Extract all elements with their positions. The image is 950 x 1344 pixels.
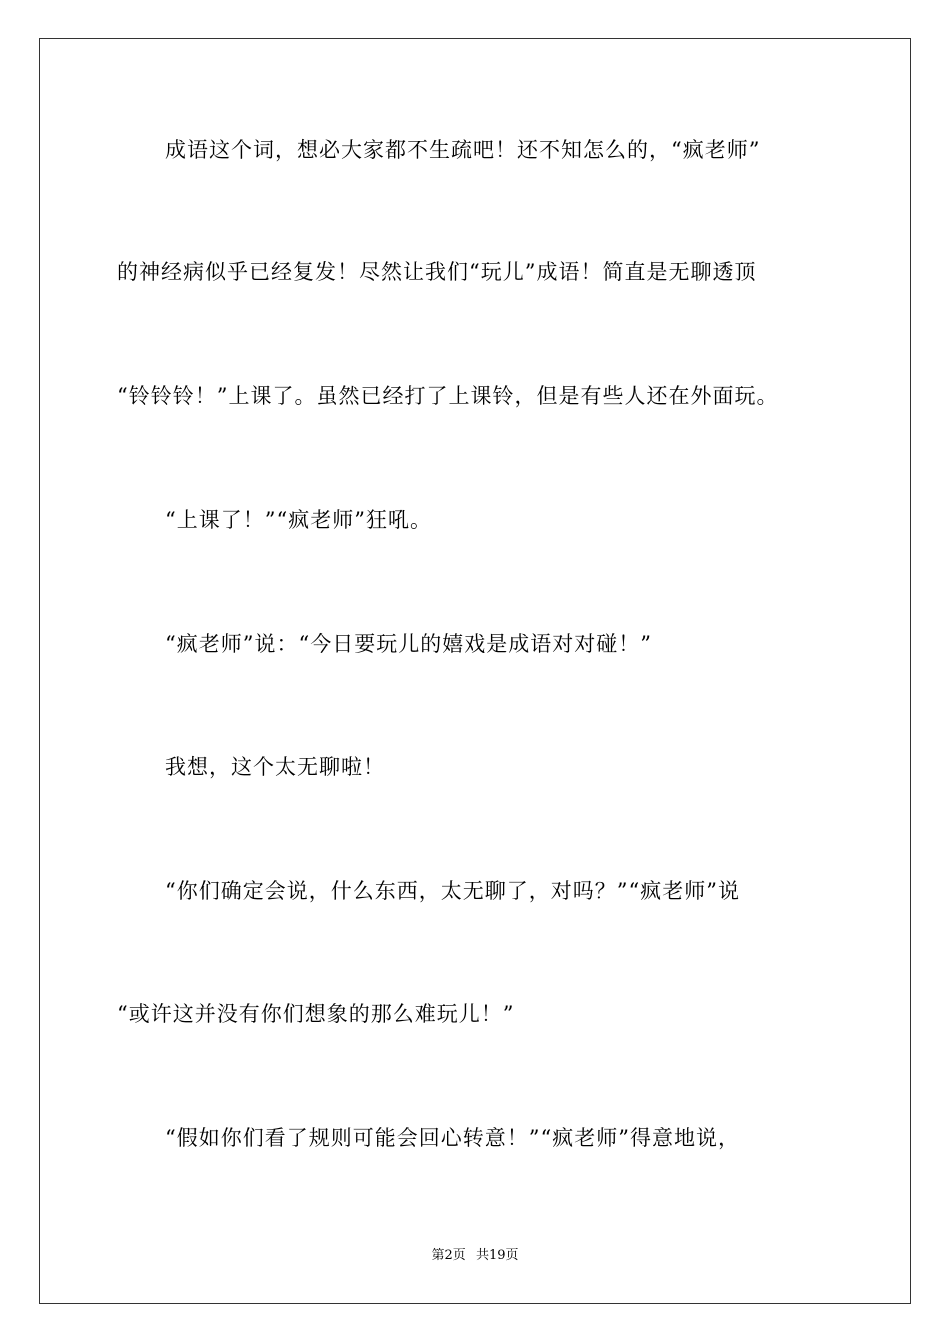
paragraph-line-3: “铃铃铃！”上课了。虽然已经打了上课铃，但是有些人还在外面玩。 (117, 384, 779, 408)
paragraph-line-5: “疯老师”说：“今日要玩儿的嬉戏是成语对对碰！” (165, 632, 652, 656)
paragraph-line-7: “你们确定会说，什么东西，太无聊了，对吗？”“疯老师”说 (165, 879, 740, 903)
paragraph-line-1: 成语这个词，想必大家都不生疏吧！还不知怎么的，“疯老师” (165, 138, 761, 162)
page-border (39, 38, 911, 1304)
page-total: 共19页 (475, 1248, 519, 1263)
paragraph-line-8: “或许这并没有你们想象的那么难玩儿！” (117, 1002, 515, 1026)
paragraph-line-6: 我想，这个太无聊啦！ (165, 755, 385, 779)
page-number: 第2页 (431, 1248, 466, 1263)
paragraph-line-4: “上课了！”“疯老师”狂吼。 (165, 508, 432, 532)
paragraph-line-2: 的神经病似乎已经复发！尽然让我们“玩儿”成语！简直是无聊透顶 (117, 260, 757, 284)
paragraph-line-9: “假如你们看了规则可能会回心转意！”“疯老师”得意地说， (165, 1126, 740, 1150)
page-footer (0, 1247, 950, 1265)
